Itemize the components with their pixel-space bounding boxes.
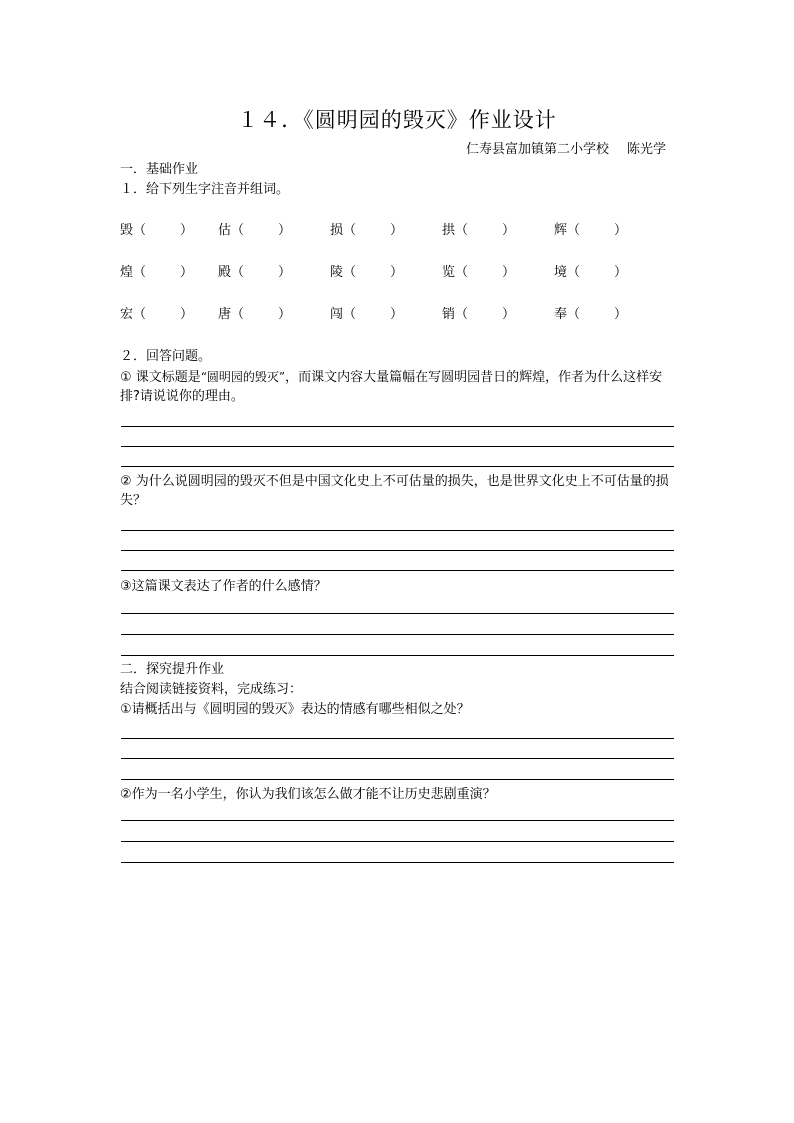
character-row [120,221,680,241]
question-1-3: ③这篇课文表达了作者的什么感情？ [120,579,327,594]
answer-line[interactable] [121,634,674,635]
character-label: 览 [442,265,456,280]
character-item [120,305,193,325]
character-item [330,263,403,283]
character-item [442,221,515,241]
question-1-1-suffix: ，而课文内容大量篇幅在写圆明园昔日的辉煌，作者为什么这样安排?请说说你的理由。 [120,370,663,404]
character-row [120,263,680,283]
answer-paren-open: （ [231,307,245,322]
question-2-2: ②作为一名小学生，你认为我们该怎么做才能不让历史悲剧重演？ [120,787,496,802]
character-row [120,305,680,325]
character-item [554,305,627,325]
answer-paren-open: （ [567,223,581,238]
answer-line[interactable] [121,841,674,842]
answer-paren-close: ） [502,265,516,280]
answer-paren-close: ） [278,307,292,322]
character-label: 唐 [218,307,232,322]
answer-paren-open: （ [133,265,147,280]
author-name: 陈光学 [626,142,666,157]
answer-paren-close: ） [278,223,292,238]
character-item [218,263,291,283]
answer-paren-open: （ [455,307,469,322]
answer-paren-close: ） [614,307,628,322]
answer-line[interactable] [121,862,674,863]
answer-paren-close: ） [390,223,404,238]
answer-paren-open: （ [455,265,469,280]
answer-paren-close: ） [614,265,628,280]
answer-paren-open: （ [455,223,469,238]
answer-paren-open: （ [231,265,245,280]
answer-paren-open: （ [343,265,357,280]
author-school: 仁寿县富加镇第二小学校 [465,142,609,157]
task2-instruction: ２．回答问题。 [120,349,212,364]
answer-line[interactable] [121,570,674,571]
answer-line[interactable] [121,530,674,531]
character-label: 拱 [442,223,456,238]
character-label: 闯 [330,307,344,322]
question-1-1-prefix: ① 课文标题是 [120,370,201,385]
section2-intro: 结合阅读链接资料，完成练习： [120,682,303,697]
answer-paren-close: ） [180,223,194,238]
character-item [120,221,193,241]
character-item [120,263,193,283]
answer-paren-open: （ [343,307,357,322]
answer-line[interactable] [121,655,674,656]
answer-line[interactable] [121,426,674,427]
question-1-2: ② 为什么说圆明园的毁灭不但是中国文化史上不可估量的损失，也是世界文化史上不可估量的损失？ [120,474,669,508]
answer-paren-open: （ [567,265,581,280]
character-item [330,221,403,241]
answer-line[interactable] [121,738,674,739]
character-item [330,305,403,325]
character-item [442,263,515,283]
character-item [218,221,291,241]
answer-paren-close: ） [502,223,516,238]
page-title: １４．《圆明园的毁灭》作业设计 [237,108,557,132]
answer-line[interactable] [121,820,674,821]
task1-instruction: １．给下列生字注音并组词。 [120,182,290,197]
character-label: 销 [442,307,456,322]
character-label: 煌 [120,265,134,280]
answer-line[interactable] [121,466,674,467]
answer-line[interactable] [121,550,674,551]
answer-paren-open: （ [133,307,147,322]
answer-paren-close: ） [390,265,404,280]
answer-paren-close: ） [390,307,404,322]
answer-line[interactable] [121,613,674,614]
character-label: 毁 [120,223,134,238]
section2-heading: 二．探究提升作业 [120,662,225,677]
character-label: 宏 [120,307,134,322]
answer-paren-close: ） [614,223,628,238]
answer-line[interactable] [121,758,674,759]
answer-paren-open: （ [133,223,147,238]
character-label: 殿 [218,265,232,280]
character-label: 损 [330,223,344,238]
answer-paren-close: ） [278,265,292,280]
answer-line[interactable] [121,779,674,780]
question-1-1 [120,368,676,406]
answer-paren-close: ） [180,307,194,322]
answer-paren-close: ） [502,307,516,322]
character-item [554,221,627,241]
answer-line[interactable] [121,446,674,447]
character-label: 境 [554,265,568,280]
character-label: 奉 [554,307,568,322]
answer-paren-open: （ [231,223,245,238]
character-label: 估 [218,223,232,238]
character-label: 陵 [330,265,344,280]
question-1-1-quote: “圆明园的毁灭” [200,370,286,384]
answer-paren-close: ） [180,265,194,280]
character-item [442,305,515,325]
author-line [466,138,666,157]
question-2-1: ①请概括出与《圆明园的毁灭》表达的情感有哪些相似之处？ [120,702,470,717]
character-item [554,263,627,283]
section1-heading: 一．基础作业 [120,162,199,177]
character-item [218,305,291,325]
answer-paren-open: （ [567,307,581,322]
answer-paren-open: （ [343,223,357,238]
character-label: 辉 [554,223,568,238]
